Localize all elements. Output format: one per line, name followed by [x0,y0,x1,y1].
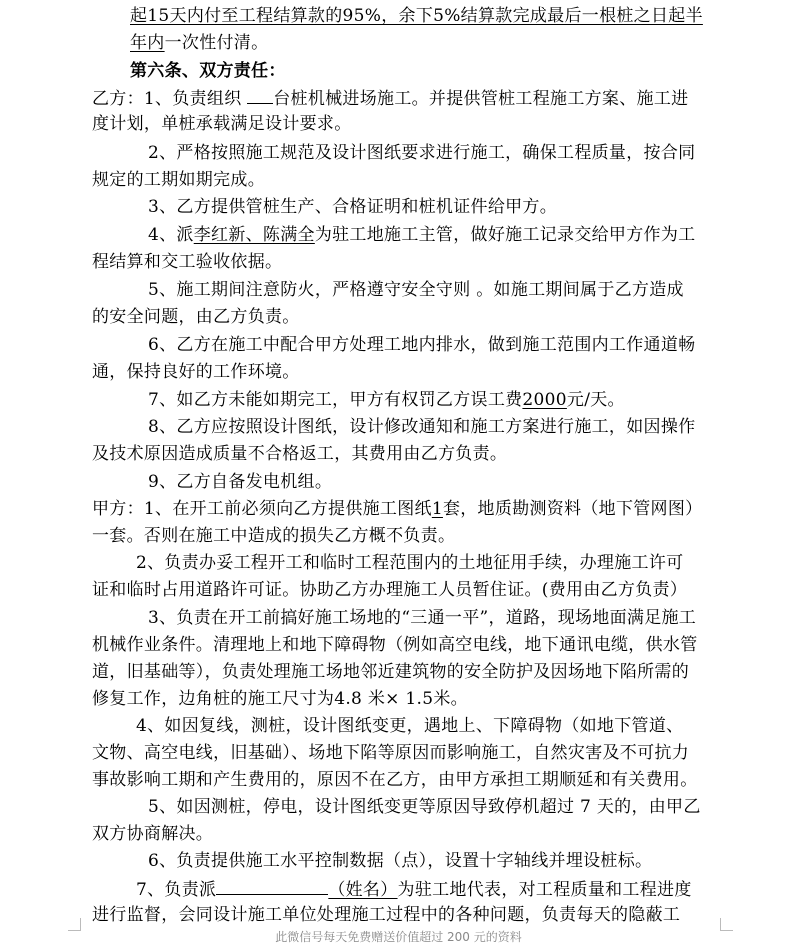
section-heading: 第六条、双方责任： [130,61,286,81]
text-line: 双方协商解决。 [92,824,214,844]
text-span: 乙方：1、负责组织 [92,89,242,109]
text-line [148,390,625,410]
underlined-text: 2000 [522,390,567,410]
text-line [130,33,268,53]
text-line: 5、施工期间注意防火，严格遵守安全守则 。如施工期间属于乙方造成 [148,280,684,300]
text-line: 2、严格按照施工规范及设计图纸要求进行施工，确保工程质量，按合同 [148,143,696,163]
underlined-text: （姓名） [328,880,398,900]
text-line: 的安全问题，由乙方负责。 [92,307,300,327]
text-span: 7、负责派 [136,880,217,900]
text-span: 甲方：1、在开工前必须向乙方提供施工图纸 [92,499,432,519]
text-line: 修复工作，边角桩的施工尺寸为4.8 米× 1.5米。 [92,689,468,709]
text-span: 一次性付清。 [164,33,269,53]
text-line: 规定的工期如期完成。 [92,170,265,190]
text-span: 为驻工地施工主管，做好施工记录交给甲方作为工 [314,225,696,245]
text-line: 6、负责提供施工水平控制数据（点），设置十字轴线并埋设桩标。 [148,851,653,871]
text-line: 3、乙方提供管桩生产、合格证明和桩机证件给甲方。 [148,197,558,217]
text-line: 文物、高空电线，旧基础）、场地下陷等原因而影响施工，自然灾害及不可抗力 [92,743,689,763]
underlined-text: 年内 [130,33,165,53]
text-line: 通，保持良好的工作环境。 [92,362,300,382]
text-line: 起15天内付至工程结算款的95%，余下5%结算款完成最后一根桩之日起半 [130,6,703,26]
text-span: 元/天。 [566,390,625,410]
text-line [92,499,702,519]
text-line: 8、乙方应按照设计图纸，设计修改通知和施工方案进行施工，如因操作 [148,417,696,437]
fill-blank [247,87,273,104]
text-line: 4、如因复线，测桩，设计图纸变更，遇地上、下障碍物（如地下管道、 [136,716,684,736]
underlined-text: 李红新、陈满全 [193,225,315,245]
text-span: 台桩机械进场施工。并提供管桩工程施工方案、施工进 [273,89,689,109]
text-line: 程结算和交工验收依据。 [92,252,283,272]
text-span: 套，地质勘测资料（地下管网图） [442,499,703,519]
text-line: 及技术原因造成质量不合格返工，其费用由乙方负责。 [92,444,508,464]
text-line: 2、负责办妥工程开工和临时工程范围内的土地征用手续，办理施工许可 [136,553,684,573]
text-line: 证和临时占用道路许可证。协助乙方办理施工人员暂住证。(费用由乙方负责） [92,580,688,600]
text-line: 6、乙方在施工中配合甲方处理工地内排水，做到施工范围内工作通道畅 [148,335,696,355]
underlined-text: 1 [431,499,443,519]
text-span: 为驻工地代表，对工程质量和工程进度 [397,880,692,900]
text-line: 9、乙方自备发电机组。 [148,472,333,492]
text-line: 一套。否则在施工中造成的损失乙方概不负责。 [92,526,456,546]
text-line: 度计划，单桩承载满足设计要求。 [92,114,352,134]
fill-blank [216,878,328,895]
text-line: 机械作业条件。清理地上和地下障碍物（例如高空电线，地下通讯电缆，供水管 [92,635,698,655]
text-line: 3、负责在开工前搞好施工场地的“三通一平”，道路，现场地面满足施工 [148,608,697,628]
text-span: 7、如乙方未能如期完工，甲方有权罚乙方误工费 [148,390,523,410]
text-line [148,225,695,245]
text-span: 4、派 [148,225,194,245]
text-line [136,878,692,900]
text-line: 事故影响工期和产生费用的，原因不在乙方，由甲方承担工期顺延和有关费用。 [92,770,698,790]
text-line: 进行监督，会同设计施工单位处理施工过程中的各种问题，负责每天的隐蔽工 [92,905,681,925]
text-line: 道，旧基础等），负责处理施工场地邻近建筑物的安全防护及因场地下陷所需的 [92,662,689,682]
text-line: 5、如因测桩，停电，设计图纸变更等原因导致停机超过 7 天的，由甲乙 [148,797,701,817]
text-line [92,87,688,109]
page-footer: 此微信号每天免费赠送价值超过 200 元的资料 [275,930,522,944]
